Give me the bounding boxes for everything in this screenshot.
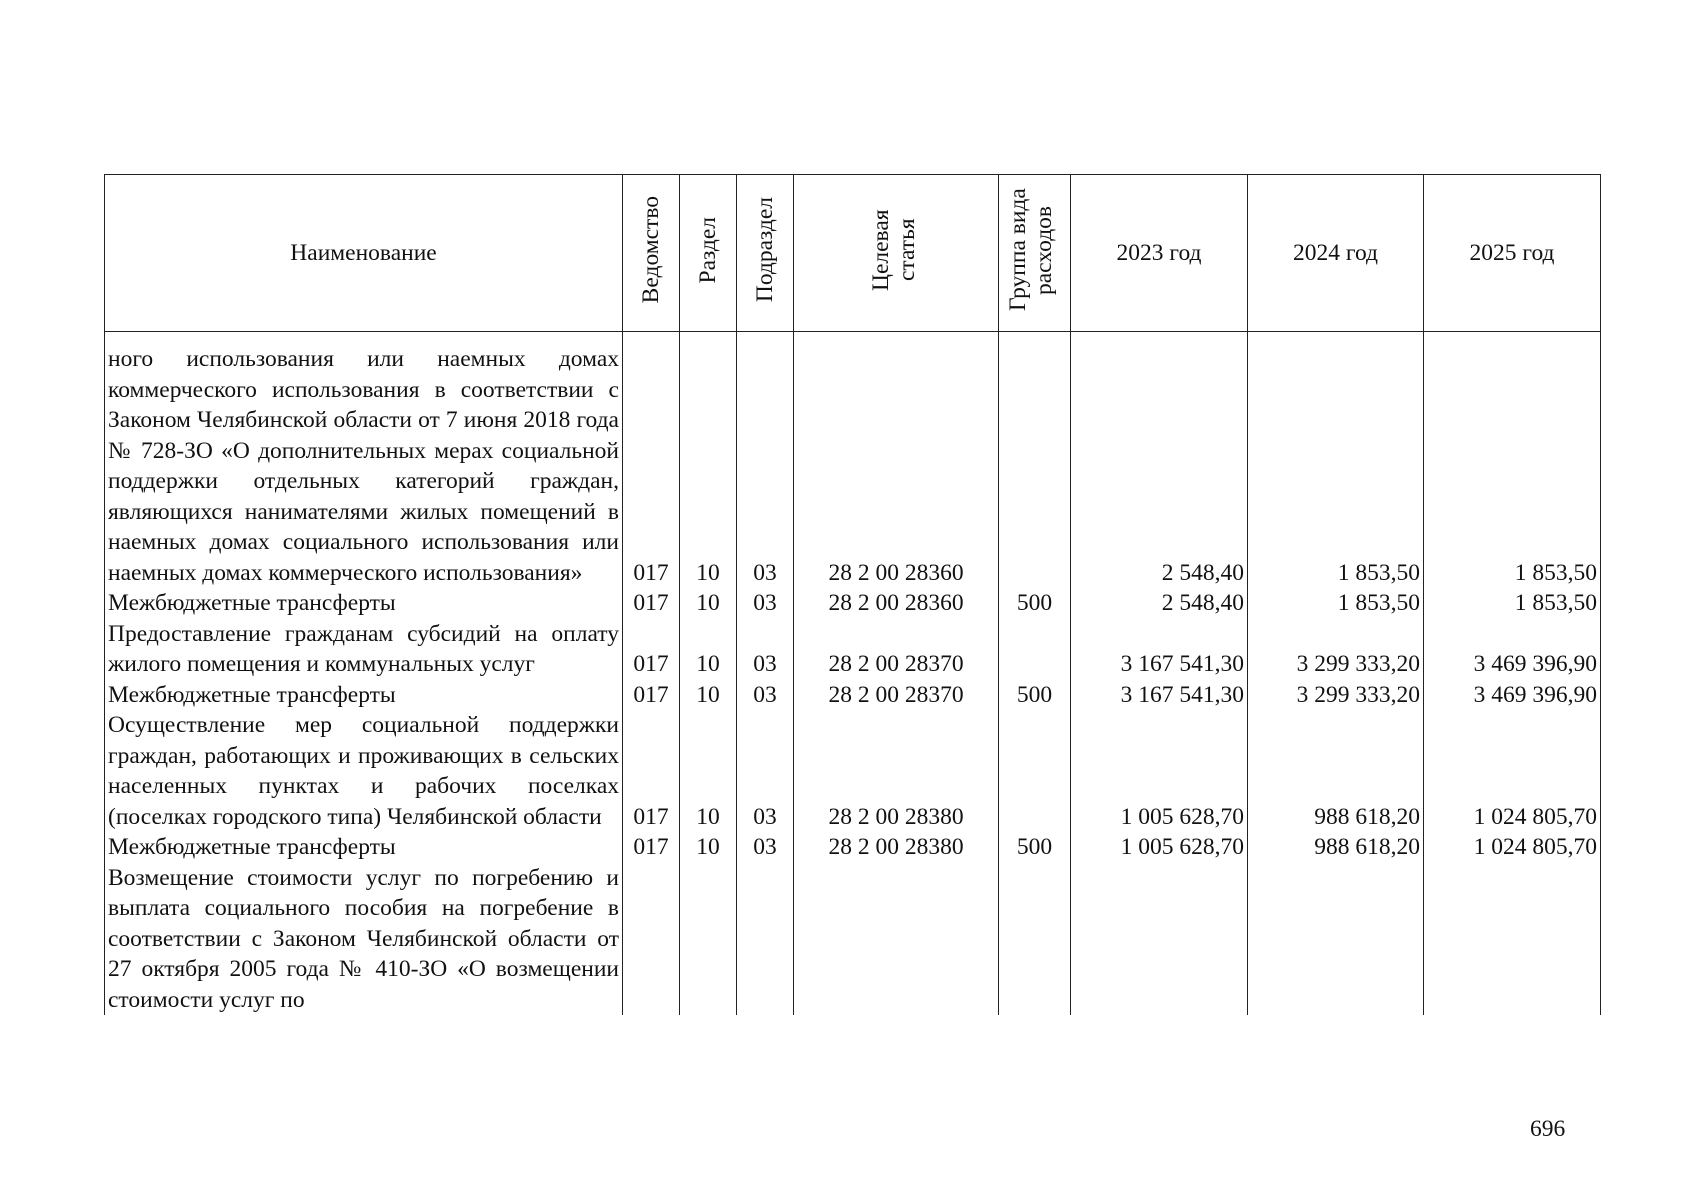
cell-razdel: 10: [680, 832, 737, 863]
page-number: 696: [1530, 1116, 1566, 1142]
cell-celevaya-statya: [794, 863, 999, 1016]
cell-2024: 3 299 333,20: [1248, 619, 1424, 680]
col-header-podrazdel: Подраздел: [737, 175, 794, 332]
cell-2025: 3 469 396,90: [1424, 680, 1601, 711]
cell-2024: 1 853,50: [1248, 344, 1424, 588]
table-row: [105, 863, 1601, 1016]
cell-celevaya-statya: 28 2 00 28380: [794, 710, 999, 832]
cell-2025: [1424, 863, 1601, 1016]
cell-2024: 1 853,50: [1248, 588, 1424, 619]
cell-gruppa-vida-rashodov: 500: [999, 680, 1071, 711]
cell-2024: [1248, 863, 1424, 1016]
cell-razdel: [680, 863, 737, 1016]
cell-vedomstvo: 017: [623, 710, 680, 832]
table-row: [105, 344, 1601, 588]
cell-vedomstvo: 017: [623, 344, 680, 588]
cell-name: Осуществление мер социальной поддержки граждан, работающих и проживающих в сельских населенных пунктах и рабочих поселках (поселках городского типа) Челябинской области: [105, 710, 623, 832]
cell-celevaya-statya: 28 2 00 28370: [794, 680, 999, 711]
cell-razdel: 10: [680, 680, 737, 711]
table-body: [105, 332, 1601, 1016]
cell-podrazdel: 03: [737, 680, 794, 711]
col-header-gruppa-vida-rashodov: Группа вида расходов: [999, 175, 1071, 332]
cell-2023: 2 548,40: [1071, 588, 1248, 619]
col-header-razdel: Раздел: [680, 175, 737, 332]
cell-2025: 1 024 805,70: [1424, 832, 1601, 863]
cell-podrazdel: [737, 863, 794, 1016]
cell-gruppa-vida-rashodov: 500: [999, 588, 1071, 619]
cell-name: Межбюджетные трансферты: [105, 588, 623, 619]
cell-2023: 2 548,40: [1071, 344, 1248, 588]
cell-name: Межбюджетные трансферты: [105, 832, 623, 863]
cell-vedomstvo: 017: [623, 588, 680, 619]
cell-2023: [1071, 863, 1248, 1016]
cell-razdel: 10: [680, 619, 737, 680]
col-header-celevaya-statya: Целевая статья: [794, 175, 999, 332]
cell-podrazdel: 03: [737, 710, 794, 832]
cell-gruppa-vida-rashodov: [999, 619, 1071, 680]
cell-2023: 3 167 541,30: [1071, 680, 1248, 711]
col-header-vedomstvo: Ведомство: [623, 175, 680, 332]
cell-2023: 3 167 541,30: [1071, 619, 1248, 680]
cell-celevaya-statya: 28 2 00 28360: [794, 344, 999, 588]
cell-2025: 3 469 396,90: [1424, 619, 1601, 680]
cell-podrazdel: 03: [737, 832, 794, 863]
cell-gruppa-vida-rashodov: 500: [999, 832, 1071, 863]
cell-gruppa-vida-rashodov: [999, 863, 1071, 1016]
col-header-2024: 2024 год: [1248, 175, 1424, 332]
cell-2023: 1 005 628,70: [1071, 832, 1248, 863]
cell-celevaya-statya: 28 2 00 28370: [794, 619, 999, 680]
table-row: [105, 588, 1601, 619]
budget-table: [104, 174, 1601, 1015]
cell-name: Межбюджетные трансферты: [105, 680, 623, 711]
cell-2024: 3 299 333,20: [1248, 680, 1424, 711]
cell-2024: 988 618,20: [1248, 832, 1424, 863]
cell-razdel: 10: [680, 344, 737, 588]
cell-razdel: 10: [680, 710, 737, 832]
cell-podrazdel: 03: [737, 619, 794, 680]
cell-2023: 1 005 628,70: [1071, 710, 1248, 832]
cell-2024: 988 618,20: [1248, 710, 1424, 832]
cell-celevaya-statya: 28 2 00 28360: [794, 588, 999, 619]
cell-name: Возмещение стоимости услуг по погребению и выплата социального пособия на погребение в соответствии с Законом Челябинской области от 27 октября 2005 года № 410-ЗО «О возмещении стоимости услуг по: [105, 863, 623, 1016]
cell-2025: 1 024 805,70: [1424, 710, 1601, 832]
col-header-2023: 2023 год: [1071, 175, 1248, 332]
table-row: [105, 680, 1601, 711]
table-row: [105, 710, 1601, 832]
cell-2025: 1 853,50: [1424, 588, 1601, 619]
cell-name: Предоставление гражданам субсидий на оплату жилого помещения и коммунальных услуг: [105, 619, 623, 680]
cell-name: ного использования или наемных домах коммерческого использования в соответствии с Законом Челябинской области от 7 июня 2018 года № 728-ЗО «О дополнительных мерах социальной поддержки отдельных категорий граждан, являющихся нанимателями жилых помещений в наемных домах социального использования или наемных домах коммерческого использования»: [105, 344, 623, 588]
col-header-name: Наименование: [105, 175, 623, 332]
table-row: [105, 832, 1601, 863]
cell-gruppa-vida-rashodov: [999, 710, 1071, 832]
cell-2025: 1 853,50: [1424, 344, 1601, 588]
cell-vedomstvo: 017: [623, 832, 680, 863]
cell-podrazdel: 03: [737, 588, 794, 619]
col-header-2025: 2025 год: [1424, 175, 1601, 332]
cell-gruppa-vida-rashodov: [999, 344, 1071, 588]
cell-razdel: 10: [680, 588, 737, 619]
cell-vedomstvo: 017: [623, 619, 680, 680]
table-header-row: [105, 175, 1601, 332]
table-row: [105, 619, 1601, 680]
cell-vedomstvo: [623, 863, 680, 1016]
cell-podrazdel: 03: [737, 344, 794, 588]
cell-vedomstvo: 017: [623, 680, 680, 711]
table-spacer-row: [105, 332, 1601, 345]
cell-celevaya-statya: 28 2 00 28380: [794, 832, 999, 863]
